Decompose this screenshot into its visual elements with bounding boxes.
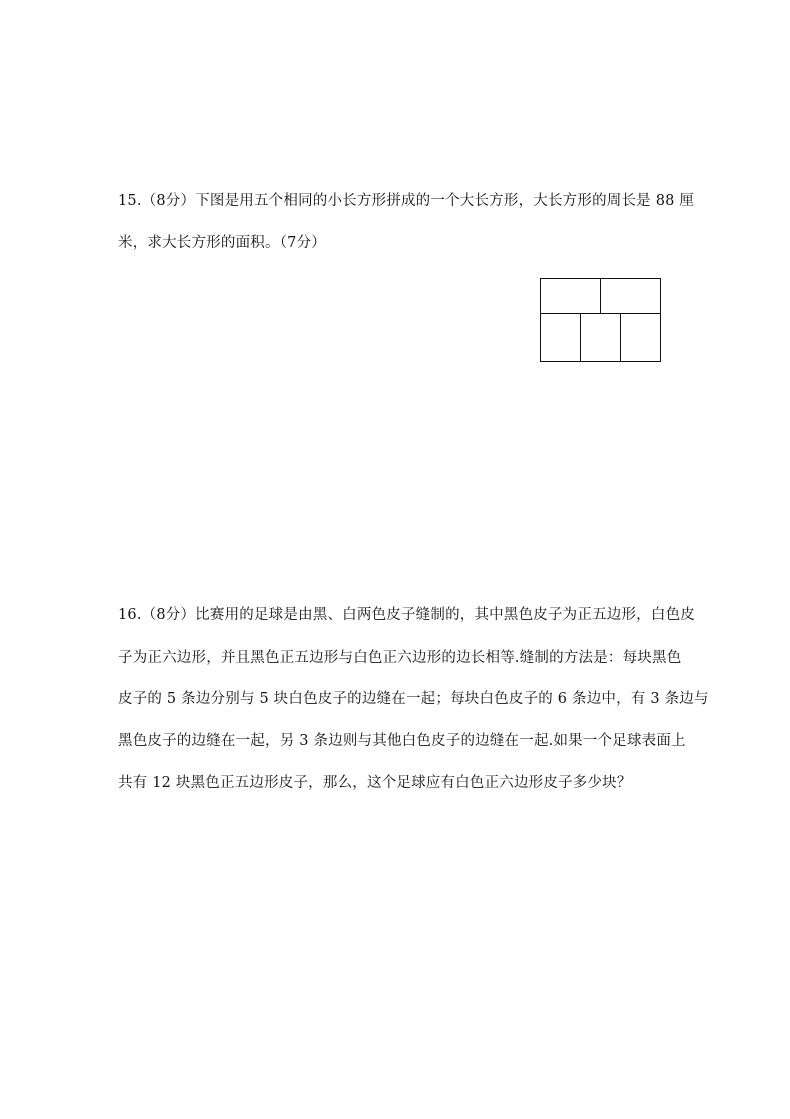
- problem-16-text-line-2: 子为正六边形，并且黑色正五边形与白色正六边形的边长相等.缝制的方法是：每块黑色: [118, 650, 682, 666]
- rectangle-diagram: [540, 278, 661, 362]
- problem-16-text-line-1: 16.（8分）比赛用的足球是由黑、白两色皮子缝制的，其中黑色皮子为正五边形，白色皮: [118, 607, 695, 623]
- problem-16-text-line-3: 皮子的 5 条边分别与 5 块白色皮子的边缝在一起；每块白色皮子的 6 条边中，有 3 条边与: [118, 691, 709, 707]
- problem-15-text-line-1: 15.（8分）下图是用五个相同的小长方形拼成的一个大长方形，大长方形的周长是 88 厘: [118, 193, 695, 209]
- problem-16-text-line-4: 黑色皮子的边缝在一起，另 3 条边则与其他白色皮子的边缝在一起.如果一个足球表面上: [118, 733, 686, 749]
- problem-16-text-line-5: 共有 12 块黑色正五边形皮子，那么，这个足球应有白色正六边形皮子多少块？: [118, 775, 632, 791]
- problem-15-text-line-2: 米，求大长方形的面积。（7分）: [118, 235, 326, 251]
